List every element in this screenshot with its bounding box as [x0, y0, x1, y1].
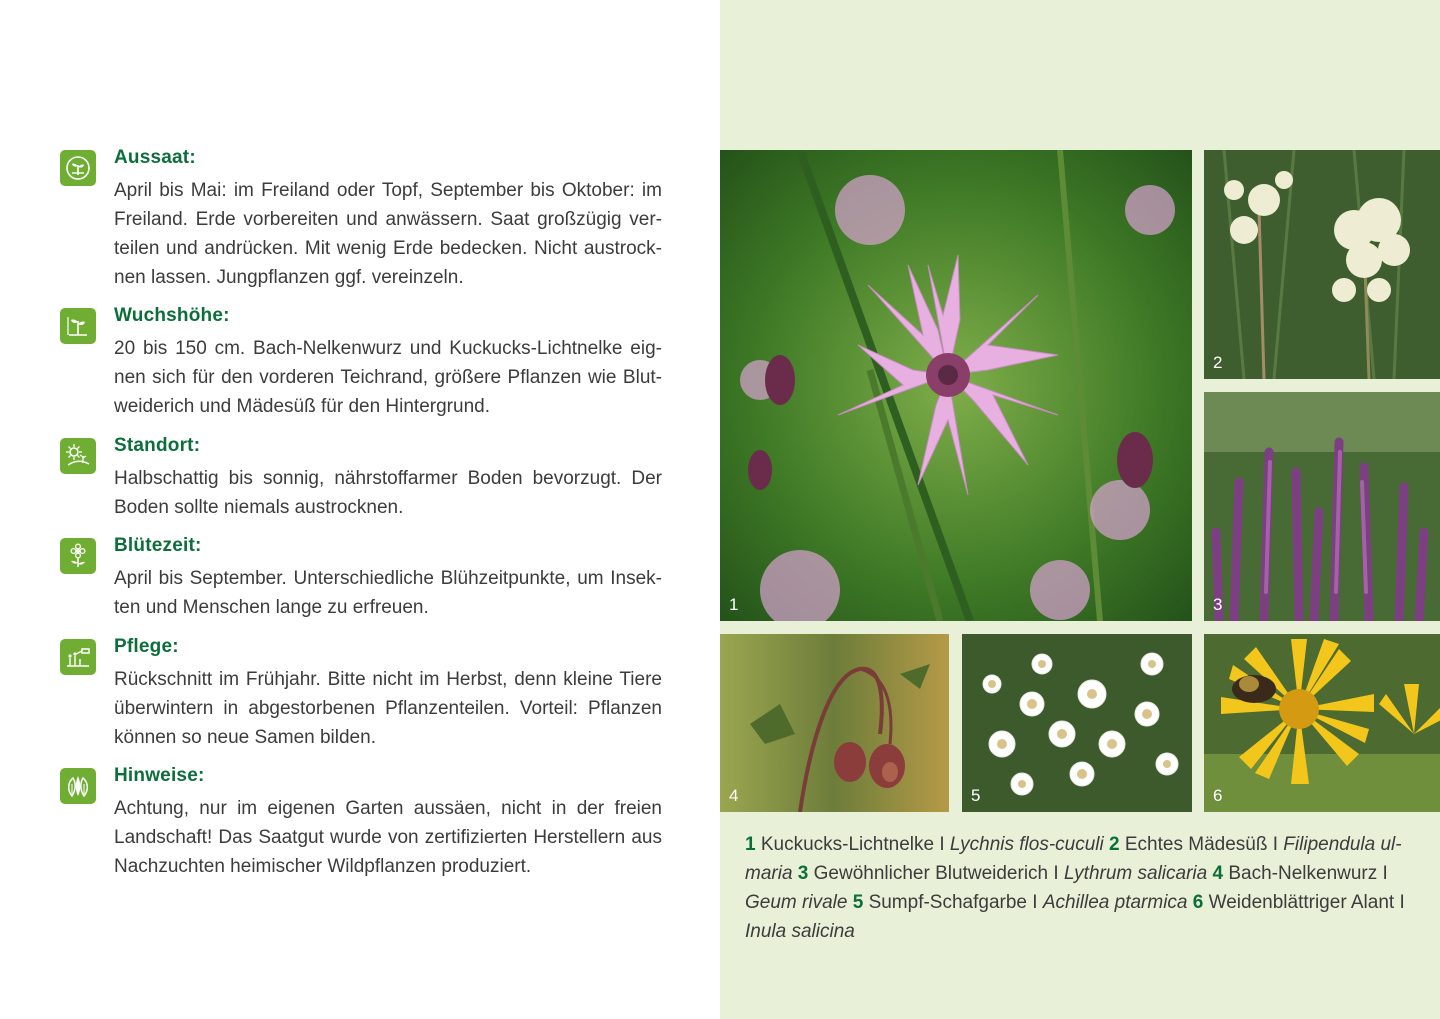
- section-title: Hinweise:: [114, 765, 205, 786]
- leaves-hint-icon: [60, 768, 96, 804]
- section-title: Wuchshöhe:: [114, 305, 230, 326]
- caption-common-name: Sumpf-Schafgarbe: [868, 892, 1027, 913]
- caption-separator: I: [939, 834, 945, 855]
- caption-number: 2: [1109, 834, 1120, 855]
- section-text: Halbschattig bis sonnig, nährstoffarmer Boden bevorzugt. Der Boden sollte niemals austrocknen.: [114, 468, 662, 518]
- photo-number: 2: [1213, 353, 1223, 372]
- photo-sumpf-schafgarbe: [962, 634, 1192, 812]
- flower-icon: [60, 538, 96, 574]
- caption-separator: I: [1399, 892, 1405, 913]
- photo-maedesuess: [1204, 150, 1440, 379]
- caption-separator: I: [1053, 863, 1059, 884]
- photo-weidenblaettriger-alant: [1204, 634, 1440, 812]
- photo-number: 4: [729, 786, 739, 805]
- caption-latin-name: Filipendula ul-maria: [745, 834, 1402, 884]
- sowing-icon: [60, 150, 96, 186]
- photo-number: 1: [729, 595, 739, 614]
- section-title: Aussaat:: [114, 147, 196, 168]
- section-text: April bis Mai: im Freiland oder Topf, September bis Oktober: im Freiland. Erde vorbereiten und anwässern. Saat großzügig ver-teilen und andrücken. Mit wenig Erde bedecken. Nicht austrock-nen lassen. Jungpflanzen ggf. vereinzeln.: [114, 180, 662, 288]
- section-text: Achtung, nur im eigenen Garten aussäen, nicht in der freien Landschaft! Das Saatgut wurde von zertifizierten Herstellern aus Nachzuchten heimischer Wildpflanzen produziert.: [114, 798, 662, 877]
- section-text: 20 bis 150 cm. Bach-Nelkenwurz und Kuckucks-Lichtnelke eig-nen sich für den vorderen Teichrand, größere Pflanzen wie Blut-weiderich und Mädesüß für den Hintergrund.: [114, 338, 662, 417]
- photo-kuckucks-lichtnelke: [720, 150, 1192, 621]
- caption-separator: I: [1272, 834, 1279, 855]
- photo-number: 5: [971, 786, 981, 805]
- photo-number: 3: [1213, 595, 1223, 614]
- photo-bach-nelkenwurz: [720, 634, 949, 812]
- caption-number: 3: [797, 863, 809, 884]
- caption-common-name: Weidenblättriger Alant: [1208, 892, 1395, 913]
- photo-blutweiderich: [1204, 392, 1440, 621]
- caption-separator: I: [1382, 863, 1388, 884]
- caption-latin-name: Lythrum salicaria: [1063, 863, 1208, 884]
- caption-number: 6: [1192, 892, 1204, 913]
- caption-separator: I: [1032, 892, 1038, 913]
- caption-latin-name: Geum rivale: [745, 892, 848, 913]
- caption-number: 5: [852, 892, 864, 913]
- caption-latin-name: Achillea ptarmica: [1042, 892, 1188, 913]
- section-text: Rückschnitt im Frühjahr. Bitte nicht im Herbst, denn kleine Tiere überwintern in abgestorbenen Pflanzenteilen. Vorteil: Pflanzen können so neue Samen bilden.: [114, 669, 662, 748]
- photo-number: 6: [1213, 786, 1223, 805]
- caption-common-name: Bach-Nelkenwurz: [1228, 863, 1378, 884]
- growth-height-icon: [60, 308, 96, 344]
- photo-caption: [745, 830, 1415, 946]
- caption-common-name: Gewöhnlicher Blutweiderich: [813, 863, 1049, 884]
- caption-common-name: Kuckucks-Lichtnelke: [760, 834, 935, 855]
- caption-latin-name: Inula salicina: [745, 921, 855, 942]
- section-title: Standort:: [114, 435, 201, 456]
- location-sun-icon: [60, 438, 96, 474]
- section-title: Pflege:: [114, 636, 179, 657]
- section-text: April bis September. Unterschiedliche Blühzeitpunkte, um Insek-ten und Menschen lange zu erfreuen.: [114, 568, 662, 618]
- caption-common-name: Echtes Mädesüß: [1124, 834, 1268, 855]
- section-title: Blütezeit:: [114, 535, 202, 556]
- caption-number: 1: [745, 834, 756, 855]
- caption-number: 4: [1212, 863, 1224, 884]
- caption-latin-name: Lychnis flos-cuculi: [949, 834, 1104, 855]
- care-icon: [60, 639, 96, 675]
